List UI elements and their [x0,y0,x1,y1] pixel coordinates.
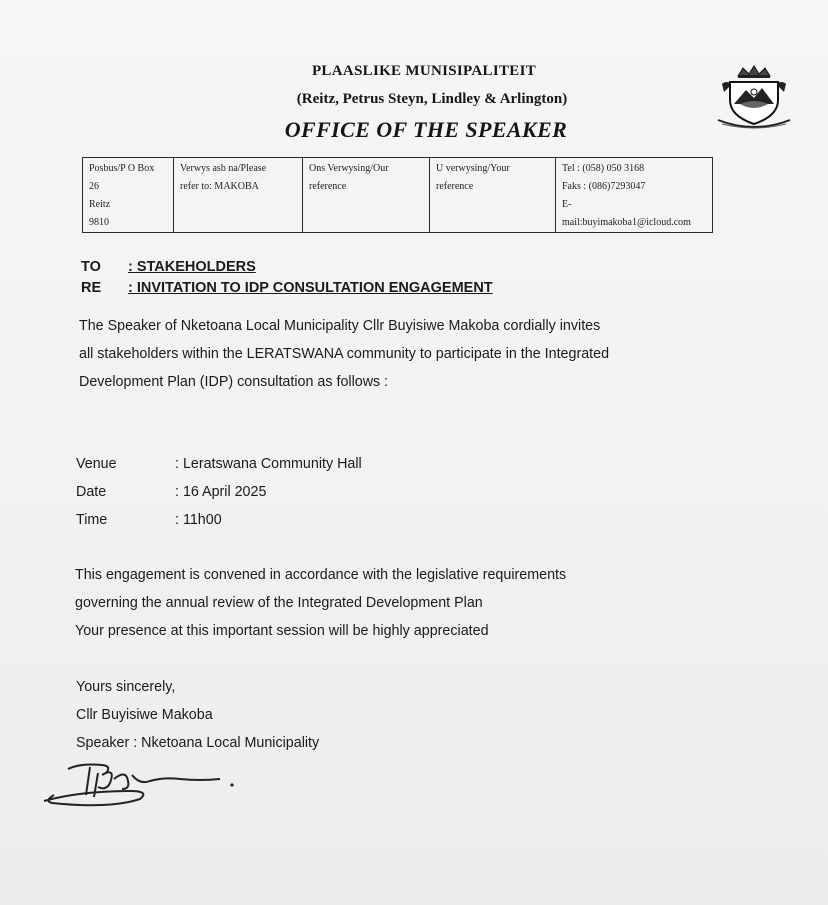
time-row: Time : 11h00 [76,512,222,528]
signatory-title: Speaker : Nketoana Local Municipality [76,735,320,751]
contact-email[interactable]: mail:buyimakoba1@icloud.com [562,217,691,228]
ref-your-reference-cell: U verwysing/Your reference [430,158,556,233]
event-details [76,452,362,536]
reference-table [82,157,713,233]
ref-postal-cell: Posbus/P O Box 26 Reitz 9810 [83,158,174,233]
municipality-towns: (Reitz, Petrus Steyn, Lindley & Arlington) [296,91,568,107]
ref-our-reference-cell: Ons Verwysing/Our reference [303,158,430,233]
ref-refer-to-cell: Verwys asb na/Please refer to: MAKOBA [174,158,303,233]
body-paragraph: This engagement is convened in accordance with the legislative requirements governing the annual review of the Integrated Development Plan Your presence at this important session will be highly appreciated [75,567,567,639]
signatory-name: Cllr Buyisiwe Makoba [76,707,213,723]
date-row: Date : 16 April 2025 [76,484,267,500]
to-line: TO : STAKEHOLDERS [81,259,256,275]
office-title: OFFICE OF THE SPEAKER [284,117,568,142]
municipality-name: PLAASLIKE MUNISIPALITEIT [311,63,537,79]
handwritten-signature [40,755,250,815]
re-line: RE : INVITATION TO IDP CONSULTATION ENGAGEMENT [81,280,493,296]
venue-row: Venue : Leratswana Community Hall [76,456,362,472]
intro-paragraph: The Speaker of Nketoana Local Municipality Cllr Buyisiwe Makoba cordially invites all stakeholders within the LERATSWANA community to participate in the Integrated Development Plan (IDP) consultation as follows : [79,318,610,390]
closing-block [76,673,716,757]
ref-contact-cell: Tel : (058) 050 3168 Faks : (086)7293047 E- mail:buyimakoba1@icloud.com [556,158,713,233]
municipal-crest-icon [716,62,792,132]
salutation: Yours sincerely, [76,679,176,695]
